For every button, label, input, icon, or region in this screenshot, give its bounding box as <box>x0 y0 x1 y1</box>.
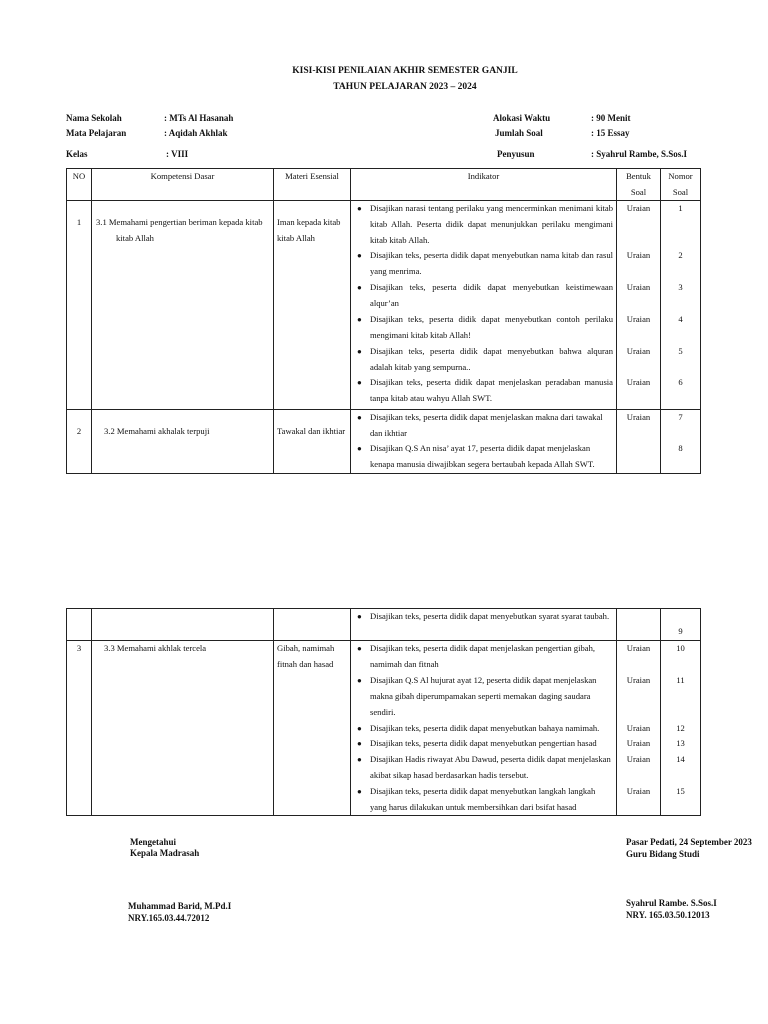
row2-nomor: 7 8 <box>661 410 701 474</box>
jumlah-value: : 15 Essay <box>591 128 630 138</box>
mapel-label: Mata Pelajaran <box>66 128 127 138</box>
sign-left-line1: Mengetahui <box>130 837 176 847</box>
list-item: ● Disajikan narasi tentang perilaku yang mencerminkan menimani kitab kitab Allah. Peserta didik dapat menunjukkan perilaku mengimani kitab kitab Allah. <box>357 203 613 245</box>
row3-kd: 3.3 Memahami akhlak tercela <box>92 641 274 816</box>
bullet-icon: ● <box>357 315 362 324</box>
row1-indikator <box>351 201 617 410</box>
penyusun-label: Penyusun <box>497 149 535 159</box>
header-materi: Materi Esensial <box>274 169 351 201</box>
bullet-icon: ● <box>357 283 362 292</box>
sign-right-name: Syahrul Rambe. S.Sos.I <box>626 898 717 908</box>
document-title-line1: KISI-KISI PENILAIAN AKHIR SEMESTER GANJIL <box>292 66 518 76</box>
cont-nomor: 9 <box>661 609 701 641</box>
row3-nomor: 10 11 12 13 14 15 <box>661 641 701 816</box>
bullet-icon: ● <box>357 739 362 748</box>
kisi-table <box>66 168 701 474</box>
alokasi-value: : 90 Menit <box>591 113 631 123</box>
bullet-icon: ● <box>357 644 362 653</box>
header-no: NO <box>67 169 92 201</box>
sign-left-line2: Kepala Madrasah <box>130 848 200 858</box>
list-item: ● Disajikan teks, peserta didik dapat menjelaskan makna dari tawakal dan ikhtiar <box>357 412 603 438</box>
bullet-icon: ● <box>357 444 362 453</box>
table-row <box>67 641 701 816</box>
sign-right-line1: Pasar Pedati, 24 September 2023 <box>626 837 752 847</box>
bullet-icon: ● <box>357 676 362 685</box>
kisi-table-continued <box>66 608 701 816</box>
list-item: ● Disajikan teks, peserta didik dapat menyebutkan syarat syarat taubah. <box>354 609 613 640</box>
bullet-icon: ● <box>357 612 362 621</box>
bullet-icon: ● <box>357 378 362 387</box>
row3-bentuk: Uraian Uraian Uraian Uraian Uraian Uraian <box>617 641 661 816</box>
table-row <box>67 609 701 641</box>
row1-nomor: 1 2 3 4 5 6 <box>661 201 701 410</box>
row3-materi: Gibah, namimah fitnah dan hasad <box>274 641 351 816</box>
cont-no <box>67 609 92 641</box>
row1-kd-text: 3.1 Memahami pengertian beriman kepada kitab kitab Allah <box>96 217 263 243</box>
bullet-icon: ● <box>357 787 362 796</box>
cont-kd <box>92 609 274 641</box>
list-item: ● Disajikan Q.S An nisa’ ayat 17, peserta didik dapat menjelaskan kenapa manusia diwajibkan segera bertaubah kepada Allah SWT. <box>357 443 595 469</box>
sign-left-nry: NRY.165.03.44.72012 <box>128 913 210 923</box>
table-row <box>67 201 701 410</box>
penyusun-value: : Syahrul Rambe, S.Sos.I <box>591 149 688 159</box>
cont-bentuk <box>617 609 661 641</box>
row1-materi: Iman kepada kitab kitab Allah <box>274 201 351 410</box>
cont-materi <box>274 609 351 641</box>
row2-kd: 3.2 Memahami akhalak terpuji <box>92 410 274 474</box>
sign-left-name: Muhammad Barid, M.Pd.I <box>128 901 232 911</box>
bullet-icon: ● <box>357 413 362 422</box>
bullet-icon: ● <box>357 755 362 764</box>
header-kd: Kompetensi Dasar <box>92 169 274 201</box>
row2-no: 2 <box>67 410 92 474</box>
row1-no: 1 <box>67 201 92 410</box>
alokasi-label: Alokasi Waktu <box>493 113 551 123</box>
sign-right-nry: NRY. 165.03.50.12013 <box>626 910 710 920</box>
cont-indikator <box>351 609 617 641</box>
list-item: ● Disajikan teks, peserta didik dapat menyebutkan langkah langkah yang harus dilakukan untuk membersihkan dari bsifat hasad <box>357 786 596 812</box>
list-item: ● Disajikan teks, peserta didik dapat menyebutkan bahwa alquran adalah kitab yang sempurna.. <box>357 346 613 372</box>
row2-materi: Tawakal dan ikhtiar <box>274 410 351 474</box>
list-item: ● Disajikan Q.S Al hujurat ayat 12, peserta didik dapat menjelaskan makna gibah diperumpamakan seperti memakan daging saudara sendiri. <box>357 675 597 717</box>
row2-indikator <box>351 410 617 474</box>
list-item: ● Disajikan teks, peserta didik dapat menyebutkan pengertian hasad <box>354 736 613 752</box>
mapel-value: : Aqidah Akhlak <box>164 128 228 138</box>
list-item: ● Disajikan teks, peserta didik dapat menyebutkan keistimewaan alqur’an <box>357 282 613 308</box>
list-item: ● Disajikan teks, peserta didik dapat menyebutkan contoh perilaku mengimani kitab kitab Allah! <box>357 314 613 340</box>
nama-sekolah-label: Nama Sekolah <box>66 113 122 123</box>
document-title-line2: TAHUN PELAJARAN 2023 – 2024 <box>333 82 477 92</box>
row2-bentuk: Uraian <box>617 410 661 474</box>
row3-indikator <box>351 641 617 816</box>
row3-no: 3 <box>67 641 92 816</box>
bullet-icon: ● <box>357 347 362 356</box>
jumlah-label: Jumlah Soal <box>495 128 543 138</box>
header-indikator: Indikator <box>351 169 617 201</box>
nama-sekolah-value: : MTs Al Hasanah <box>164 113 234 123</box>
list-item: ● Disajikan teks, peserta didik dapat menyebutkan bahaya namimah. <box>354 721 613 736</box>
row1-kd <box>92 201 274 410</box>
header-bentuk: Bentuk Soal <box>617 169 661 201</box>
bullet-icon: ● <box>357 204 362 213</box>
table-header-row <box>67 169 701 201</box>
kelas-label: Kelas <box>66 149 88 159</box>
list-item: ● Disajikan teks, peserta didik dapat menjelaskan pengertian gibah, namimah dan fitnah <box>357 643 596 669</box>
kelas-value: : VIII <box>166 149 189 159</box>
list-item: ● Disajikan Hadis riwayat Abu Dawud, peserta didik dapat menjelaskan akibat sikap hasad berdasarkan hadis tersebut. <box>357 754 611 780</box>
list-item: ● Disajikan teks, peserta didik dapat menyebutkan nama kitab dan rasul yang menrima. <box>357 250 613 276</box>
list-item: ● Disajikan teks, peserta didik dapat menjelaskan peradaban manusia tanpa kitab atau wahyu Allah SWT. <box>357 377 613 403</box>
sign-right-line2: Guru Bidang Studi <box>626 849 700 859</box>
table-row <box>67 410 701 474</box>
bullet-icon: ● <box>357 724 362 733</box>
row1-bentuk: Uraian Uraian Uraian Uraian Uraian Uraian <box>617 201 661 410</box>
header-nomor: Nomor Soal <box>661 169 701 201</box>
bullet-icon: ● <box>357 251 362 260</box>
